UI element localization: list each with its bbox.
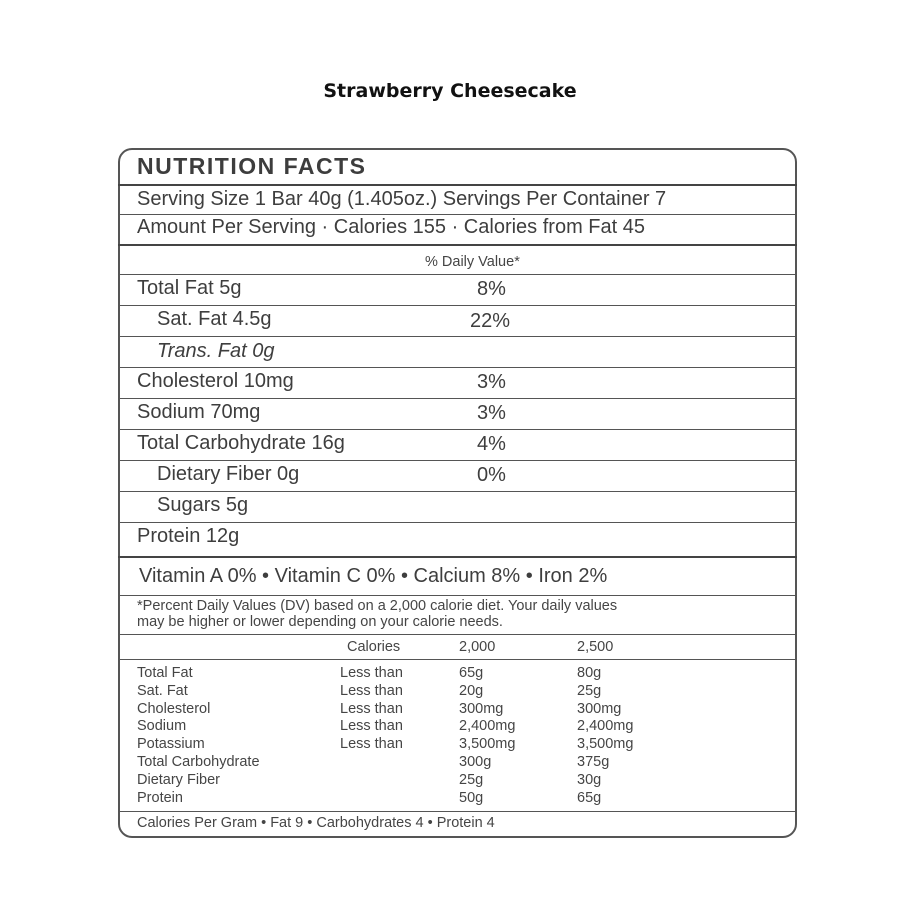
divider [118,336,797,337]
dv-table-nutrient: Sodium [137,718,187,735]
dv-table-header-2500: 2,500 [577,639,614,655]
nutrient-protein: Protein 12g [137,525,240,547]
divider [118,305,797,306]
calories-per-gram-line: Calories Per Gram • Fat 9 • Carbohydrates 4 • Protein 4 [137,815,495,831]
dv-table-2500-value: 300mg [577,700,622,717]
dv-table-2500-value: 375g [577,753,610,770]
dv-table-2000-value: 300mg [459,700,504,717]
dv-sodium: 3% [477,402,506,424]
divider [118,659,797,660]
divider [118,244,797,246]
dv-table-qualifier: Less than [340,700,403,717]
dv-table-qualifier: Less than [340,718,403,735]
daily-value-header: % Daily Value* [425,254,520,270]
dv-table-2000-column [459,665,515,807]
divider [118,429,797,430]
nutrient-total-carbohydrate: Total Carbohydrate 16g [137,432,345,454]
dv-table-nutrient: Dietary Fiber [137,771,220,788]
serving-size-line: Serving Size 1 Bar 40g (1.405oz.) Servings Per Container 7 [137,188,667,210]
dv-table-2500-value: 25g [577,682,602,699]
dv-table-2000-value: 20g [459,682,484,699]
dv-table-nutrient: Total Carbohydrate [137,753,260,770]
dv-table-qualifier: Less than [340,736,403,753]
divider [118,634,797,635]
dv-table-qualifier-column [340,665,403,807]
footnote-line-2: may be higher or lower depending on your calorie needs. [137,614,503,630]
divider [118,367,797,368]
dv-table-2500-value: 3,500mg [577,736,634,753]
divider [118,460,797,461]
dv-table-qualifier [340,754,403,772]
dv-table-2000-value: 25g [459,771,484,788]
nutrient-total-fat: Total Fat 5g [137,277,242,299]
dv-table-qualifier [340,772,403,790]
dv-table-2000-value: 2,400mg [459,718,516,735]
dv-table-qualifier [340,790,403,808]
dv-table-qualifier: Less than [340,665,403,681]
dv-table-header-2000: 2,000 [459,639,496,655]
dv-table-2500-column [577,665,633,807]
footnote-line-1: *Percent Daily Values (DV) based on a 2,000 calorie diet. Your daily values [137,598,618,614]
nutrient-trans-fat: Trans. Fat 0g [157,340,275,362]
dv-table-2500-value: 65g [577,789,602,806]
divider [118,556,797,558]
dv-table-qualifier: Less than [340,682,403,699]
nutrient-dietary-fiber: Dietary Fiber 0g [157,463,300,485]
nutrient-cholesterol: Cholesterol 10mg [137,370,294,392]
dv-table-nutrient: Protein [137,789,183,806]
dv-table-nutrient-column [137,665,260,807]
dv-table-header-calories: Calories [347,639,401,655]
product-title: Strawberry Cheesecake [323,80,577,102]
nutrition-facts-heading: NUTRITION FACTS [137,153,367,179]
divider [118,398,797,399]
divider [118,214,797,215]
nutrient-sodium: Sodium 70mg [137,401,261,423]
divider [118,274,797,275]
dv-table-2000-value: 3,500mg [459,736,516,753]
dv-table-2500-value: 2,400mg [577,718,634,735]
amount-per-serving-line: Amount Per Serving · Calories 155 · Calories from Fat 45 [137,216,645,238]
dv-total-carbohydrate: 4% [477,433,506,455]
divider [118,522,797,523]
nutrient-sat-fat: Sat. Fat 4.5g [157,308,272,330]
dv-cholesterol: 3% [477,371,506,393]
dv-table-nutrient: Cholesterol [137,700,211,717]
dv-table-nutrient: Total Fat [137,665,193,681]
dv-sat-fat: 22% [470,310,511,332]
dv-table-2000-value: 65g [459,665,484,681]
dv-table-nutrient: Sat. Fat [137,682,188,699]
divider [118,491,797,492]
divider [118,184,797,186]
dv-dietary-fiber: 0% [477,464,506,486]
dv-table-nutrient: Potassium [137,736,205,753]
dv-table-2500-value: 80g [577,665,602,681]
divider [118,595,797,596]
dv-total-fat: 8% [477,278,506,300]
dv-table-2500-value: 30g [577,771,602,788]
nutrient-sugars: Sugars 5g [157,494,249,516]
dv-table-2000-value: 50g [459,789,484,806]
vitamins-minerals-line: Vitamin A 0% • Vitamin C 0% • Calcium 8% • Iron 2% [139,565,608,587]
dv-table-2000-value: 300g [459,753,492,770]
divider [118,811,797,812]
